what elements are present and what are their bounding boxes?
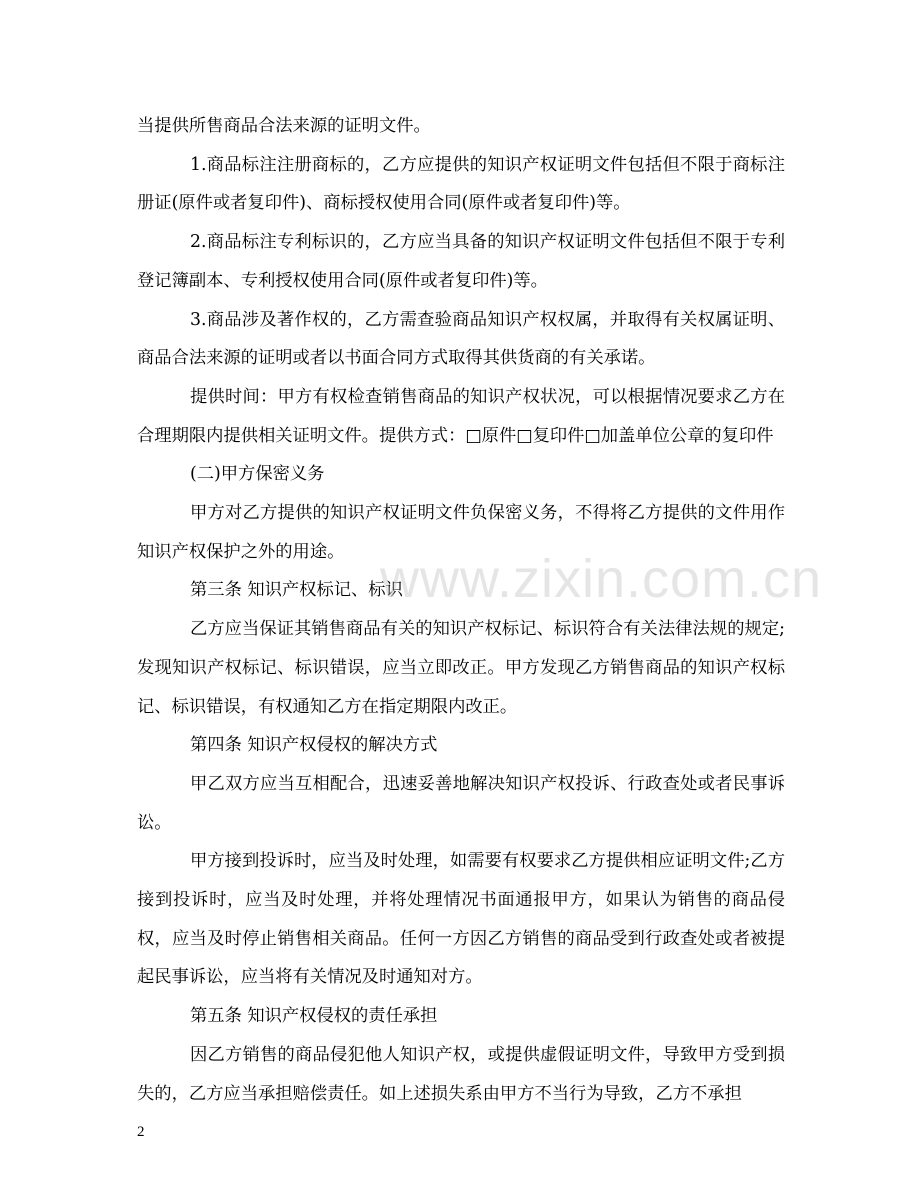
section-heading-confidentiality: (二)甲方保密义务 (190, 464, 325, 485)
paragraph-article-3: 乙方应当保证其销售商品有关的知识产权标记、标识符合有关法律法规的规定;发现知识产权标记、标识错误，应当立即改正。甲方发现乙方销售商品的知识产权标记、标识错误，有权通知乙方在指定期限内改正。 (137, 619, 785, 717)
paragraph-continuation: 当提供所售商品合法来源的证明文件。 (137, 116, 431, 136)
document-body (137, 107, 785, 1113)
article-heading-5: 第五条 知识产权侵权的责任承担 (190, 1006, 438, 1027)
paragraph-provision-time: 提供时间：甲方有权检查销售商品的知识产权状况，可以根据情况要求乙方在合理期限内提供相关证明文件。提供方式：□原件□复印件□加盖单位公章的复印件 (137, 386, 785, 446)
paragraph-article-4-complaints: 甲方接到投诉时，应当及时处理，如需要有权要求乙方提供相应证明文件;乙方接到投诉时，应当及时处理，并将处理情况书面通报甲方，如果认为销售的商品侵权，应当及时停止销售相关商品。任何一方因乙方销售的商品受到行政查处或者被提起民事诉讼，应当将有关情况及时通知对方。 (137, 851, 785, 988)
paragraph-item-2-patent: 2.商品标注专利标识的，乙方应当具备的知识产权证明文件包括但不限于专利登记簿副本、专利授权使用合同(原件或者复印件)等。 (137, 232, 785, 291)
article-heading-4: 第四条 知识产权侵权的解决方式 (190, 735, 438, 756)
page-number: 2 (137, 1124, 145, 1140)
paragraph-item-3-copyright: 3.商品涉及著作权的，乙方需查验商品知识产权权属，并取得有关权属证明、商品合法来源的证明或者以书面合同方式取得其供货商的有关承诺。 (137, 309, 785, 369)
paragraph-article-4-cooperation: 甲乙双方应当互相配合，迅速妥善地解决知识产权投诉、行政查处或者民事诉讼。 (137, 773, 785, 833)
paragraph-confidentiality: 甲方对乙方提供的知识产权证明文件负保密义务，不得将乙方提供的文件用作知识产权保护之外的用途。 (137, 503, 785, 562)
article-heading-3: 第三条 知识产权标记、标识 (190, 580, 403, 601)
watermark: www.zixin.com.cn (380, 549, 823, 609)
paragraph-article-5: 因乙方销售的商品侵犯他人知识产权，或提供虚假证明文件，导致甲方受到损失的，乙方应当承担赔偿责任。如上述损失系由甲方不当行为导致，乙方不承担 (137, 1044, 785, 1104)
paragraph-item-1-trademark: 1.商品标注注册商标的，乙方应提供的知识产权证明文件包括但不限于商标注册证(原件或者复印件)、商标授权使用合同(原件或者复印件)等。 (137, 154, 785, 214)
